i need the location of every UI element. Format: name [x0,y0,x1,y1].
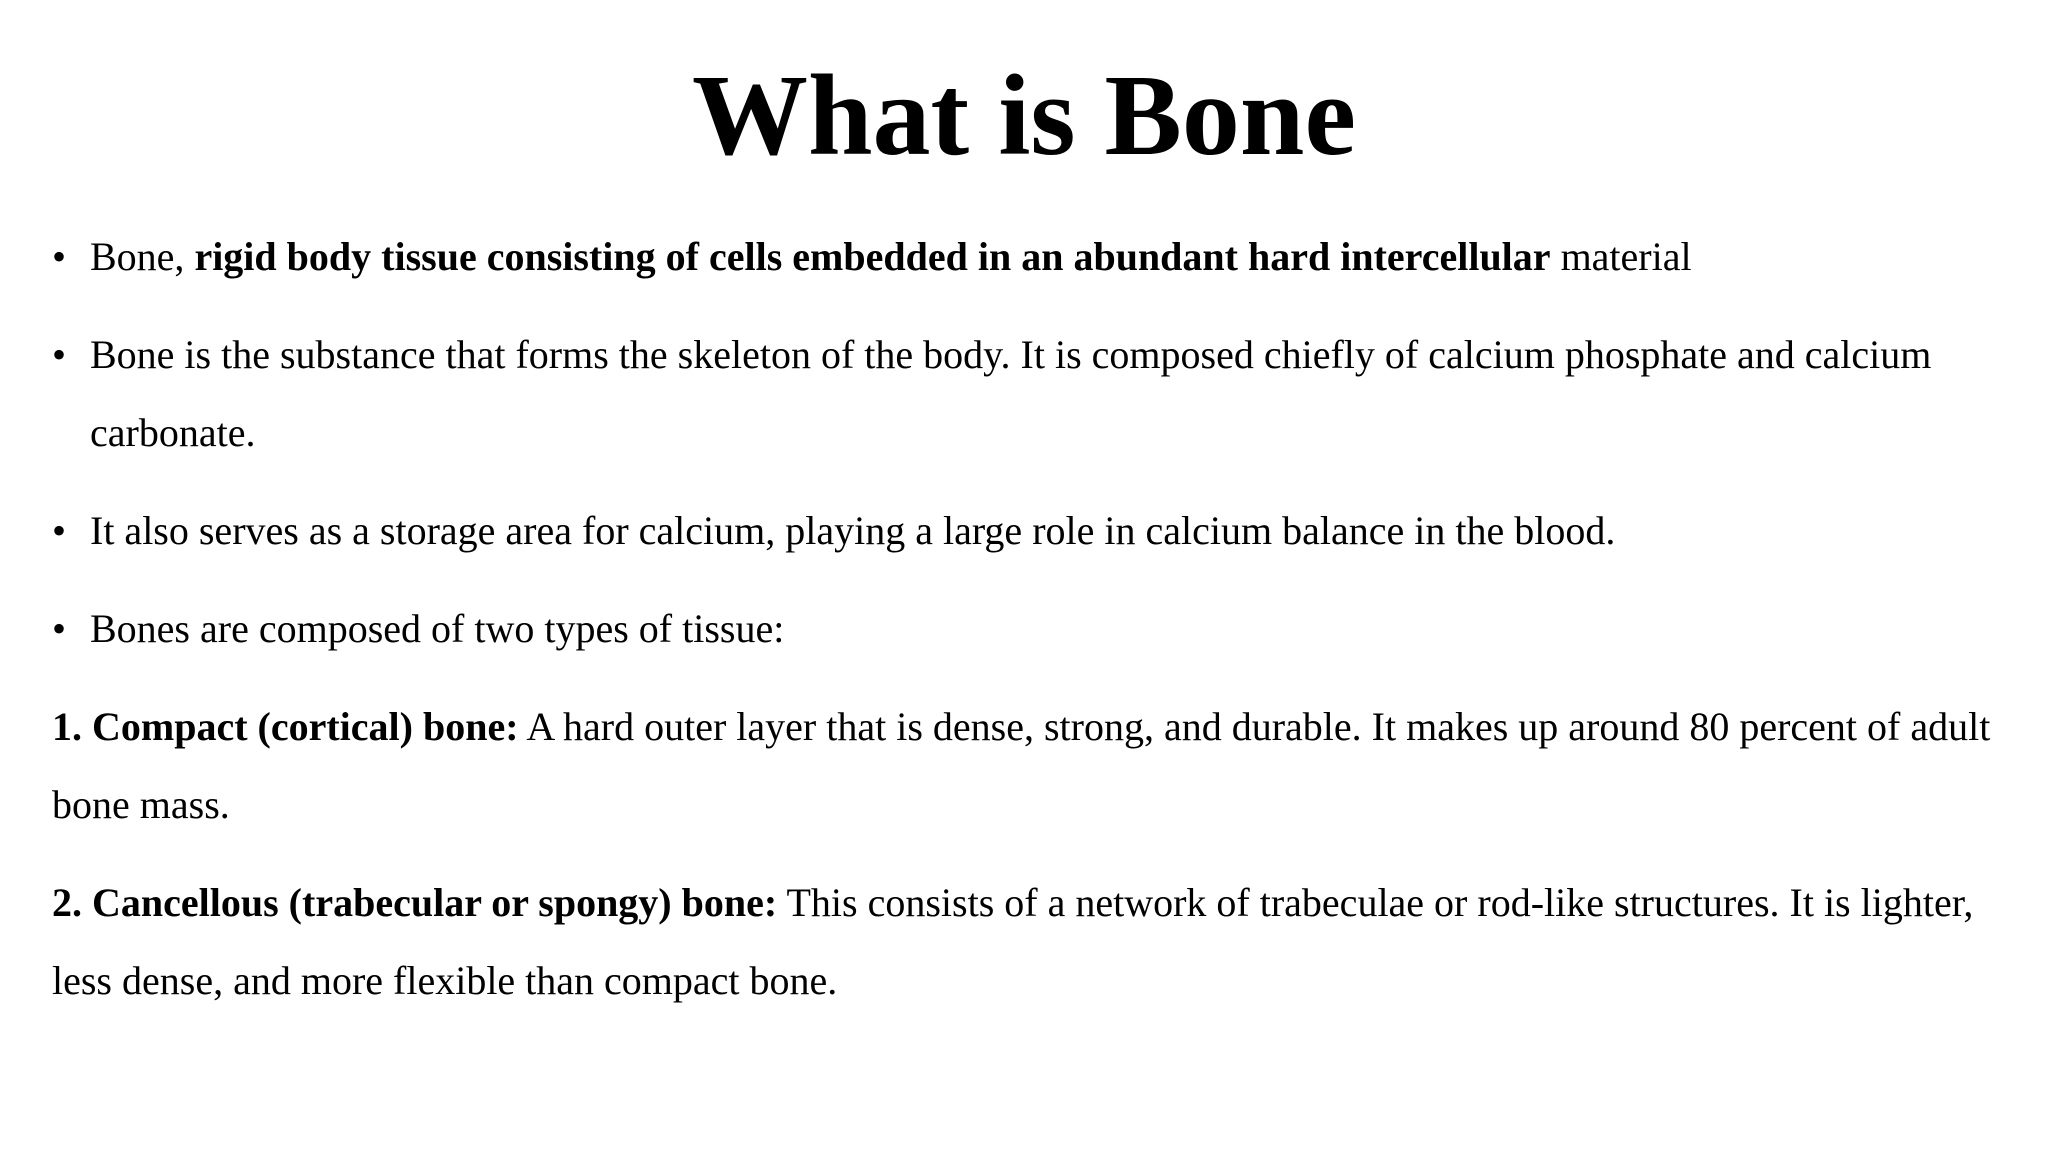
bullet-tail-text: material [1550,234,1692,279]
bullet-icon: • [52,606,67,651]
bullet-icon: • [52,508,67,553]
bullet-text: Bones are composed of two types of tissue: [90,606,785,651]
numbered-item-text: This consists of a network of trabeculae or rod-like structures. It is lighter, less dense, and more flexible than compact bone. [52,880,1974,1003]
numbered-item-text: A hard outer layer that is dense, strong, and durable. It makes up around 80 percent of adult bone mass. [52,704,1991,827]
slide-content [52,218,2012,1040]
slide-title: What is Bone [692,52,1356,180]
bullet-item-substance [52,316,2012,472]
bullet-item-storage [52,492,2012,570]
bullet-icon: • [52,234,67,279]
bullet-item-tissue-types [52,590,2012,668]
bullet-icon: • [52,332,67,377]
bullet-item-definition [52,218,2012,296]
bullet-bold-text: rigid body tissue consisting of cells embedded in an abundant hard intercellular [194,234,1551,279]
numbered-item-cancellous-bone [52,864,2012,1020]
numbered-item-heading: 1. Compact (cortical) bone: [52,704,519,749]
bullet-text: Bone is the substance that forms the skeleton of the body. It is composed chiefly of calcium phosphate and calcium carbonate. [90,332,1932,455]
bullet-text: It also serves as a storage area for calcium, playing a large role in calcium balance in the blood. [90,508,1616,553]
numbered-item-heading: 2. Cancellous (trabecular or spongy) bone: [52,880,778,925]
bullet-lead-text: Bone, [90,234,195,279]
numbered-item-compact-bone [52,688,2012,844]
